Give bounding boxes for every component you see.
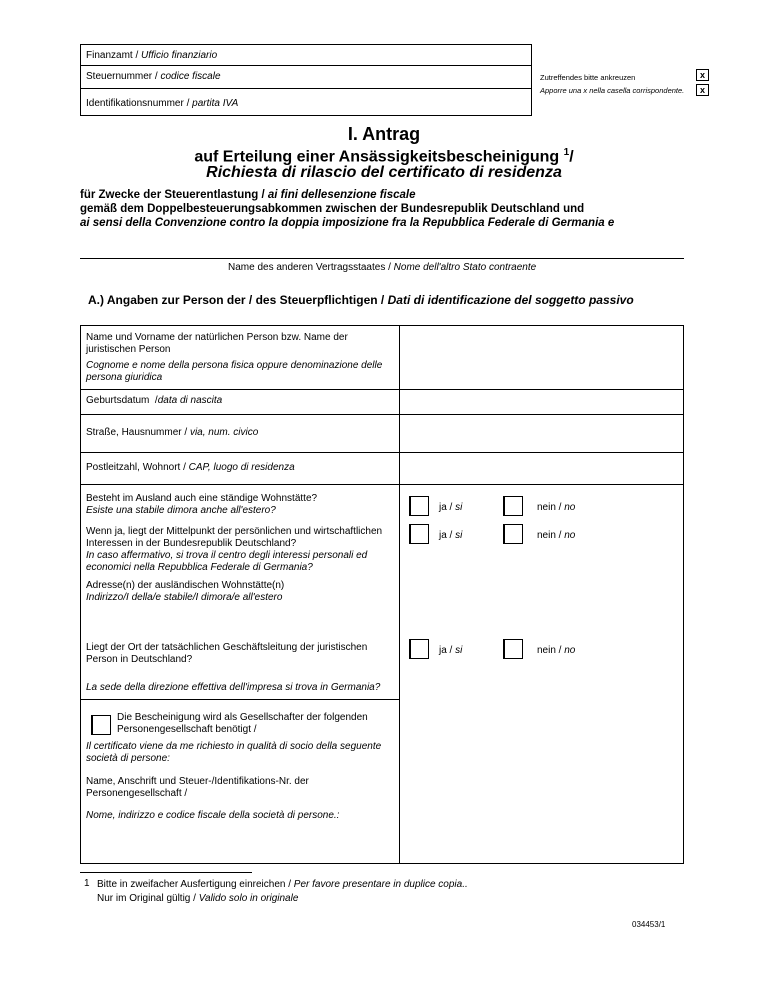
footnote-separator (80, 872, 252, 873)
partner-label-it: Il certificato viene da me richiesto in qualità di socio della seguente società di persone: (86, 741, 382, 764)
foreign-address-label: Adresse(n) der ausländischen Wohnstätte(n) Indirizzo/I della/e stabile/I dimora/e all'estero (86, 580, 285, 603)
partnership-input[interactable] (400, 700, 684, 864)
street-input[interactable] (400, 415, 684, 452)
id-number-field[interactable]: Identifikationsnummer / partita IVA (86, 98, 239, 109)
street-label: Straße, Hausnummer / via, num. civico (86, 427, 259, 438)
management-no-label: nein / no (537, 645, 576, 656)
abroad-question: Besteht im Ausland auch eine ständige Wohnstätte? Esiste una stabile dimora anche all'estero? (86, 493, 318, 516)
partnership-label: Name, Anschrift und Steuer-/Identifikations-Nr. der Personengesellschaft / Nome, indirizzo e codice fiscale della società di persone.: (86, 776, 340, 821)
check-note-de: Zutreffendes bitte ankreuzen (540, 73, 636, 82)
other-state-input-line[interactable] (80, 258, 684, 259)
birthdate-label: Geburtsdatum /data di nascita (86, 395, 223, 406)
city-input[interactable] (400, 453, 684, 484)
birthdate-input[interactable] (400, 390, 684, 414)
partner-label-de: Die Bescheinigung wird als Gesellschafter der folgenden Personengesellschaft benötigt / (117, 712, 368, 735)
section-a-heading: A.) Angaben zur Person der / des Steuerpflichtigen / Dati di identificazione del soggetto passivo (88, 293, 634, 307)
management-yes-checkbox[interactable] (409, 639, 429, 659)
partner-checkbox[interactable] (91, 715, 111, 735)
header-table (80, 44, 532, 116)
foreign-address-input[interactable] (400, 566, 684, 626)
abroad-no-label: nein / no (537, 502, 576, 513)
other-state-label: Name des anderen Vertragsstaates / Nome dell'altro Stato contraente (228, 262, 537, 273)
abroad-yes-checkbox[interactable] (409, 496, 429, 516)
centre-no-checkbox[interactable] (503, 524, 523, 544)
centre-yes-checkbox[interactable] (409, 524, 429, 544)
form-subtitle-de: auf Erteilung einer Ansässigkeitsbescheinigung $^1$/ (194, 147, 574, 166)
name-label: Name und Vorname der natürlichen Person bzw. Name der juristischen Person Cognome e nome della persona fisica oppure denominazione delle persona giuridica (86, 332, 383, 383)
personal-data-form (80, 325, 684, 864)
purpose-text: für Zwecke der Steuerentlastung / ai fini dellesenzione fiscale gemäß dem Doppelbesteuerungsabkommen zwischen der Bundesrepublik Deutschland und ai sensi della Convenzione contro la doppia imposizione fra la Repubblica Federale di Germania e (80, 189, 615, 229)
name-input[interactable] (400, 326, 684, 389)
example-checkbox-it: x (696, 84, 709, 96)
footnote-line-2: Nur im Original gültig / Valido solo in originale (97, 893, 299, 904)
footnote-ref: 1 (563, 147, 570, 158)
centre-yes-label: ja / si (439, 530, 463, 541)
form-title: I. Antrag (347, 124, 421, 144)
check-note-it: Apporre una x nella casella corrispondente. (540, 86, 685, 95)
footnote-line-1: Bitte in zweifacher Ausfertigung einreichen / Per favore presentare in duplice copia.. (97, 879, 468, 890)
centre-question: Wenn ja, liegt der Mittelpunkt der persönlichen und wirtschaftlichen Interessen in der Bundesrepublik Deutschland? In caso affermativo, si trova il centro degli interessi personali ed economici nella Repubblica Federale di Germania? (86, 526, 383, 573)
office-field[interactable]: Finanzamt / Ufficio finanziario (81, 45, 531, 66)
city-label: Postleitzahl, Wohnort / CAP, luogo di residenza (86, 462, 295, 473)
abroad-no-checkbox[interactable] (503, 496, 523, 516)
example-checkbox-de: x (696, 69, 709, 81)
management-question: Liegt der Ort der tatsächlichen Geschäftsleitung der juristischen Person in Deutschland? La sede della direzione effettiva dell'impresa si trova in Germania? (86, 642, 381, 693)
tax-number-field[interactable]: Steuernummer / codice fiscale (81, 66, 531, 89)
management-no-checkbox[interactable] (503, 639, 523, 659)
abroad-yes-label: ja / si (439, 502, 463, 513)
form-subtitle-it: Richiesta di rilascio del certificato di residenza (206, 164, 562, 181)
footnote-number: 1 (84, 878, 90, 889)
centre-no-label: nein / no (537, 530, 576, 541)
management-yes-label: ja / si (439, 645, 463, 656)
form-number: 034453/1 (632, 920, 666, 929)
